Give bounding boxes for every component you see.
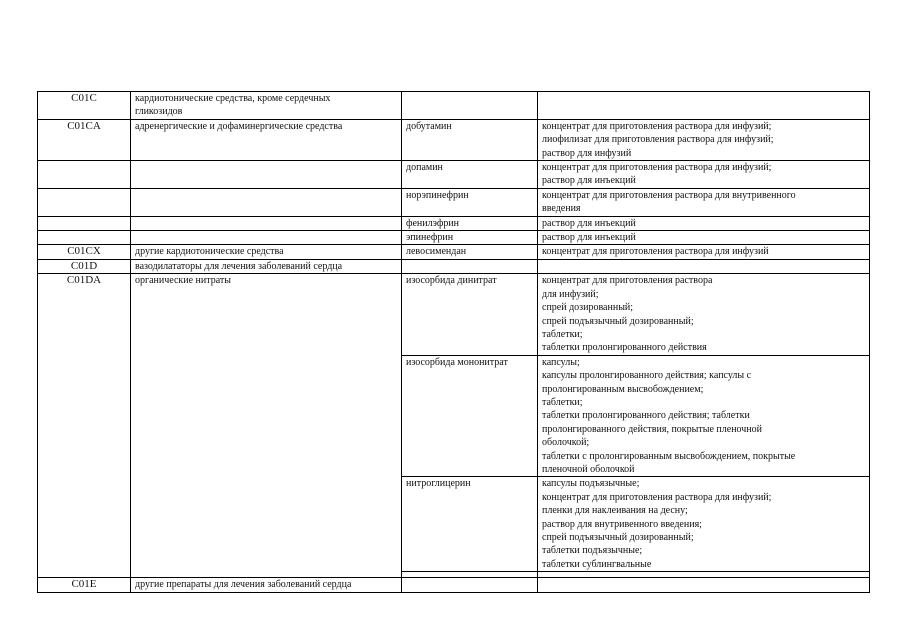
dosage-form-cell-line: таблетки сублингвальные xyxy=(542,558,652,570)
drug-name-cell-line: изосорбида динитрат xyxy=(406,275,497,287)
group-name-cell xyxy=(131,259,402,273)
table-row xyxy=(38,231,870,245)
dosage-form-cell-line: таблетки пролонгированного действия xyxy=(542,342,707,354)
drug-name-cell-line: допамин xyxy=(406,162,443,174)
dosage-form-cell xyxy=(538,231,870,245)
group-name-cell-line: другие кардиотонические средства xyxy=(135,246,284,258)
drug-name-cell xyxy=(402,259,538,273)
drug-name-cell-line: фенилэфрин xyxy=(406,217,460,229)
drug-name-cell xyxy=(402,274,538,355)
dosage-form-cell-line: пленки для наклеивания на десну; xyxy=(542,505,688,517)
dosage-form-cell xyxy=(538,578,870,592)
drug-name-cell-line: эпинефрин xyxy=(406,232,454,244)
table-row xyxy=(38,216,870,230)
group-name-cell xyxy=(131,245,402,259)
dosage-form-cell-line: концентрат для приготовления раствора для инфузий; xyxy=(542,162,772,174)
atc-code-cell-text: C01C xyxy=(71,92,97,104)
dosage-form-cell-line: раствор для внутривенного введения; xyxy=(542,518,702,530)
group-name-cell-line: адренергические и дофаминергические средства xyxy=(135,120,343,132)
table-row xyxy=(38,161,870,189)
drug-name-cell xyxy=(402,231,538,245)
drug-name-cell xyxy=(402,188,538,216)
dosage-form-cell xyxy=(538,92,870,120)
dosage-form-cell-line: таблетки; xyxy=(542,328,583,340)
drug-name-cell-line: нитроглицерин xyxy=(406,478,471,490)
atc-code-cell xyxy=(38,274,131,578)
table-row xyxy=(38,119,870,160)
dosage-form-cell-line: раствор для инъекций xyxy=(542,175,636,187)
dosage-form-cell xyxy=(538,245,870,259)
dosage-form-cell-line: капсулы пролонгированного действия; капсулы с xyxy=(542,370,752,382)
atc-code-cell xyxy=(38,231,131,245)
dosage-form-cell-line: таблетки пролонгированного действия; таблетки xyxy=(542,410,750,422)
dosage-form-cell-line: пролонгированным высвобождением; xyxy=(542,383,704,395)
atc-code-cell xyxy=(38,578,131,592)
dosage-form-cell-line: таблетки; xyxy=(542,396,583,408)
dosage-form-cell-line: концентрат для приготовления раствора для инфузий xyxy=(542,246,769,258)
dosage-form-cell-line: концентрат для приготовления раствора для внутривенного xyxy=(542,189,796,201)
atc-code-cell xyxy=(38,245,131,259)
group-name-cell-line: гликозидов xyxy=(135,106,183,118)
dosage-form-cell xyxy=(538,477,870,572)
dosage-form-cell-line: оболочкой; xyxy=(542,437,590,449)
dosage-form-cell-line: капсулы подъязычные; xyxy=(542,478,640,490)
dosage-form-cell-line: спрей дозированный; xyxy=(542,302,634,314)
drug-name-cell xyxy=(402,245,538,259)
dosage-form-cell-line: концентрат для приготовления раствора xyxy=(542,275,713,287)
dosage-form-cell xyxy=(538,161,870,189)
table-row xyxy=(38,188,870,216)
atc-code-cell-text: C01DA xyxy=(66,274,102,287)
atc-code-cell xyxy=(38,188,131,216)
dosage-form-cell-line: спрей подъязычный дозированный; xyxy=(542,315,694,327)
dosage-form-cell xyxy=(538,355,870,477)
dosage-form-cell-line: таблетки с пролонгированным высвобождением, покрытые xyxy=(542,450,796,462)
atc-code-cell xyxy=(38,92,131,120)
dosage-form-cell xyxy=(538,119,870,160)
drug-name-cell xyxy=(402,216,538,230)
table-body xyxy=(38,92,870,593)
drug-name-cell xyxy=(402,161,538,189)
group-name-cell-line: другие препараты для лечения заболеваний сердца xyxy=(135,579,352,591)
atc-code-cell xyxy=(38,161,131,189)
atc-code-cell xyxy=(38,259,131,273)
drug-name-cell xyxy=(402,119,538,160)
group-name-cell xyxy=(131,216,402,230)
dosage-form-cell-line: для инфузий; xyxy=(542,288,599,300)
dosage-form-cell xyxy=(538,274,870,355)
atc-code-cell-text: C01E xyxy=(71,578,97,591)
group-name-cell-line: вазодилататоры для лечения заболеваний сердца xyxy=(135,260,343,272)
dosage-form-cell xyxy=(538,188,870,216)
dosage-form-cell-line: пленочной оболочкой xyxy=(542,463,635,475)
group-name-cell xyxy=(131,274,402,578)
table-row xyxy=(38,274,870,355)
atc-code-cell-text: C01CX xyxy=(67,245,101,258)
dosage-form-cell-line: лиофилизат для приготовления раствора для инфузий; xyxy=(542,134,774,146)
group-name-cell xyxy=(131,161,402,189)
table-row xyxy=(38,245,870,259)
group-name-cell xyxy=(131,188,402,216)
dosage-form-cell-line: концентрат для приготовления раствора для инфузий; xyxy=(542,491,772,503)
drug-name-cell xyxy=(402,578,538,592)
table-row xyxy=(38,259,870,273)
dosage-form-cell-line: таблетки подъязычные; xyxy=(542,545,643,557)
drug-name-cell-line: норэпинефрин xyxy=(406,189,469,201)
dosage-form-cell-line: пролонгированного действия, покрытые пленочной xyxy=(542,423,763,435)
drug-name-cell xyxy=(402,92,538,120)
atc-code-cell-text: C01CA xyxy=(67,119,101,132)
table-row xyxy=(38,92,870,120)
dosage-form-cell-line: концентрат для приготовления раствора для инфузий; xyxy=(542,120,772,132)
dosage-form-cell-line: раствор для инъекций xyxy=(542,217,636,229)
group-name-cell-line: кардиотонические средства, кроме сердечных xyxy=(135,93,331,104)
dosage-form-cell xyxy=(538,216,870,230)
table-row xyxy=(38,578,870,592)
group-name-cell xyxy=(131,119,402,160)
atc-code-cell xyxy=(38,119,131,160)
dosage-form-cell-line: раствор для инфузий xyxy=(542,147,632,159)
drug-name-cell-line: изосорбида мононитрат xyxy=(406,356,508,368)
drug-name-cell-line: левосимендан xyxy=(406,246,467,258)
group-name-cell xyxy=(131,92,402,120)
dosage-form-cell xyxy=(538,259,870,273)
drug-name-cell xyxy=(402,355,538,477)
group-name-cell-line: органические нитраты xyxy=(135,275,232,287)
dosage-form-cell-line: раствор для инъекций xyxy=(542,232,636,244)
dosage-form-cell-line: введения xyxy=(542,203,581,215)
drug-classification-table xyxy=(37,91,870,593)
group-name-cell xyxy=(131,231,402,245)
drug-name-cell xyxy=(402,477,538,572)
group-name-cell xyxy=(131,578,402,592)
atc-code-cell xyxy=(38,216,131,230)
dosage-form-cell-line: спрей подъязычный дозированный; xyxy=(542,532,694,543)
atc-code-cell-text: C01D xyxy=(70,259,98,272)
drug-name-cell-line: добутамин xyxy=(406,120,452,132)
dosage-form-cell-line: капсулы; xyxy=(542,356,580,368)
